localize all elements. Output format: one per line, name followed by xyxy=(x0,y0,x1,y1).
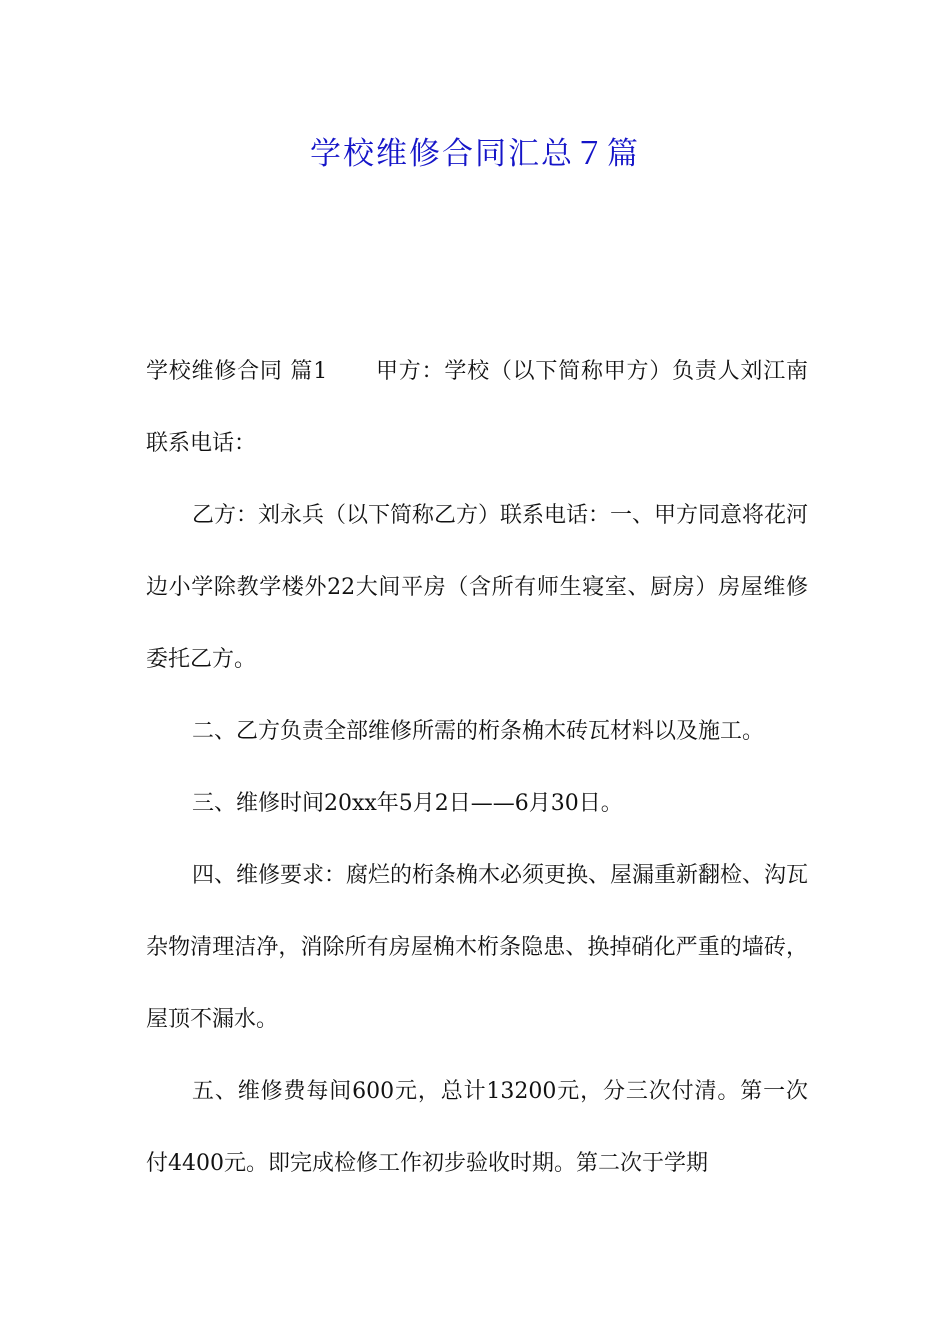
paragraph-clause-3: 三、维修时间20xx年5月2日——6月30日。 xyxy=(192,791,623,816)
paragraph-clause-2: 二、乙方负责全部维修所需的桁条桷木砖瓦材料以及施工。 xyxy=(192,719,765,744)
paragraph-text: 甲方：学校（以下简称甲方）负责人刘江南联系电话： xyxy=(146,359,808,456)
paragraph-clause-5: 五、维修费每间600元，总计13200元，分三次付清。第一次付4400元。即完成检修工作初步验收时期。第二次于学期 xyxy=(146,1079,808,1176)
paragraph-party-b: 乙方：刘永兵（以下简称乙方）联系电话：一、甲方同意将花河边小学除教学楼外22大间平房（含所有师生寝室、厨房）房屋维修委托乙方。 xyxy=(146,503,809,672)
document-body xyxy=(146,336,808,1200)
document-title: 学校维修合同汇总７篇 xyxy=(310,136,640,172)
paragraph-clause-4: 四、维修要求：腐烂的桁条桷木必须更换、屋漏重新翻检、沟瓦杂物清理洁净，消除所有房屋桷木桁条隐患、换掉硝化严重的墙砖，屋顶不漏水。 xyxy=(146,863,809,1032)
section-heading: 学校维修合同 篇1 xyxy=(146,359,328,384)
paragraph-party-a xyxy=(146,336,808,480)
